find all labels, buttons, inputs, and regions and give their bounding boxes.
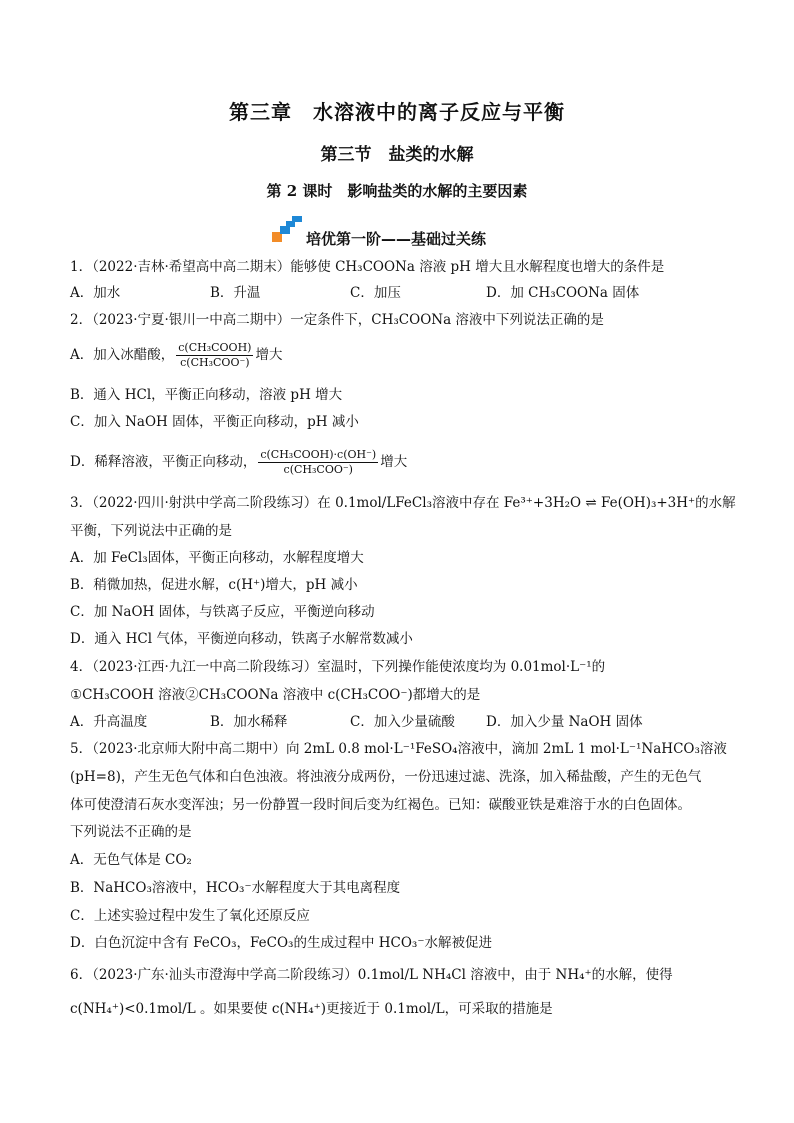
q1-option-c: C．加压 [350,285,401,301]
lesson-title: 第 2 课时 影响盐类的水解的主要因素 [266,182,528,200]
q1-stem: 1．（2022·吉林·希望高中高二期末）能够使 CH₃COONa 溶液 pH 增大且水解程度也增大的条件是 [70,259,665,275]
stair-icon [272,216,302,242]
q5-option-a: A．无色气体是 CO₂ [70,852,192,868]
q2-option-a [70,338,282,372]
fraction-numerator: c(CH₃COOH)·c(OH⁻) [260,448,377,461]
q5-stem-line4: 下列说法不正确的是 [70,824,192,840]
q5-stem-line3: 体可使澄清石灰水变浑浊；另一份静置一段时间后变为红褐色。已知：碳酸亚铁是难溶于水的白色固体。 [70,797,691,813]
q3-stem-line1: 3．（2022·四川·射洪中学高二阶段练习）在 0.1mol/LFeCl₃溶液中存在 Fe³⁺+3H₂O ⇌ Fe(OH)₃+3H⁺的水解 [70,495,736,511]
q1-option-d: D．加 CH₃COONa 固体 [486,285,640,301]
q6-stem-line2: c(NH₄⁺)<0.1mol/L 。如果要使 c(NH₄⁺)更接近于 0.1mol/L，可采取的措施是 [70,1001,553,1017]
q4-option-c: C．加入少量硫酸 [350,714,455,730]
q2-option-d-suffix: 增大 [380,454,408,470]
q2-option-b: B．通入 HCl，平衡正向移动，溶液 pH 增大 [70,387,343,403]
q2-option-a-suffix: 增大 [255,347,283,363]
q1-option-b: B．升温 [210,285,261,301]
q2-option-d [70,445,407,479]
q2-fraction-a [176,341,253,370]
chapter-title: 第三章 水溶液中的离子反应与平衡 [229,100,565,124]
q3-stem-line2: 平衡，下列说法中正确的是 [70,523,232,539]
q2-option-a-text: A．加入冰醋酸， [70,347,175,363]
q5-option-b: B．NaHCO₃溶液中，HCO₃⁻水解程度大于其电离程度 [70,880,401,896]
q4-stem-line1: 4．（2023·江西·九江一中高二阶段练习）室温时，下列操作能使浓度均为 0.01mol·L⁻¹的 [70,659,606,675]
q4-option-a: A．升高温度 [70,714,148,730]
part-heading: 培优第一阶——基础过关练 [306,230,487,248]
fraction-denominator: c(CH₃COO⁻) [283,463,353,476]
q5-option-c: C．上述实验过程中发生了氧化还原反应 [70,908,310,924]
section-title: 第三节 盐类的水解 [320,145,474,165]
q5-stem-line2: (pH=8)，产生无色气体和白色浊液。将浊液分成两份，一份迅速过滤、洗涤，加入稀盐酸，产生的无色气 [70,769,702,785]
q3-option-d: D．通入 HCl 气体，平衡逆向移动，铁离子水解常数减小 [70,631,413,647]
q2-option-c: C．加入 NaOH 固体，平衡正向移动，pH 减小 [70,414,359,430]
q3-option-a: A．加 FeCl₃固体，平衡正向移动，水解程度增大 [70,550,364,566]
q2-option-d-text: D．稀释溶液，平衡正向移动， [70,454,257,470]
q2-fraction-d [258,448,378,477]
q4-stem-line2: ①CH₃COOH 溶液②CH₃COONa 溶液中 c(CH₃COO⁻)都增大的是 [70,687,481,703]
q3-option-c: C．加 NaOH 固体，与铁离子反应，平衡逆向移动 [70,604,375,620]
q1-option-a: A．加水 [70,285,121,301]
q6-stem-line1: 6．（2023·广东·汕头市澄海中学高二阶段练习）0.1mol/L NH₄Cl 溶液中，由于 NH₄⁺的水解，使得 [70,967,673,983]
q5-stem-line1: 5．（2023·北京师大附中高二期中）向 2mL 0.8 mol·L⁻¹FeSO₄溶液中，滴加 2mL 1 mol·L⁻¹NaHCO₃溶液 [70,741,727,757]
fraction-denominator: c(CH₃COO⁻) [180,356,250,369]
q3-option-b: B．稍微加热，促进水解，c(H⁺)增大，pH 减小 [70,577,358,593]
fraction-numerator: c(CH₃COOH) [178,341,252,354]
q2-stem: 2．（2023·宁夏·银川一中高二期中）一定条件下，CH₃COONa 溶液中下列说法正确的是 [70,312,604,328]
q4-option-d: D．加入少量 NaOH 固体 [486,714,643,730]
q5-option-d: D．白色沉淀中含有 FeCO₃，FeCO₃的生成过程中 HCO₃⁻水解被促进 [70,935,492,951]
q4-option-b: B．加水稀释 [210,714,288,730]
